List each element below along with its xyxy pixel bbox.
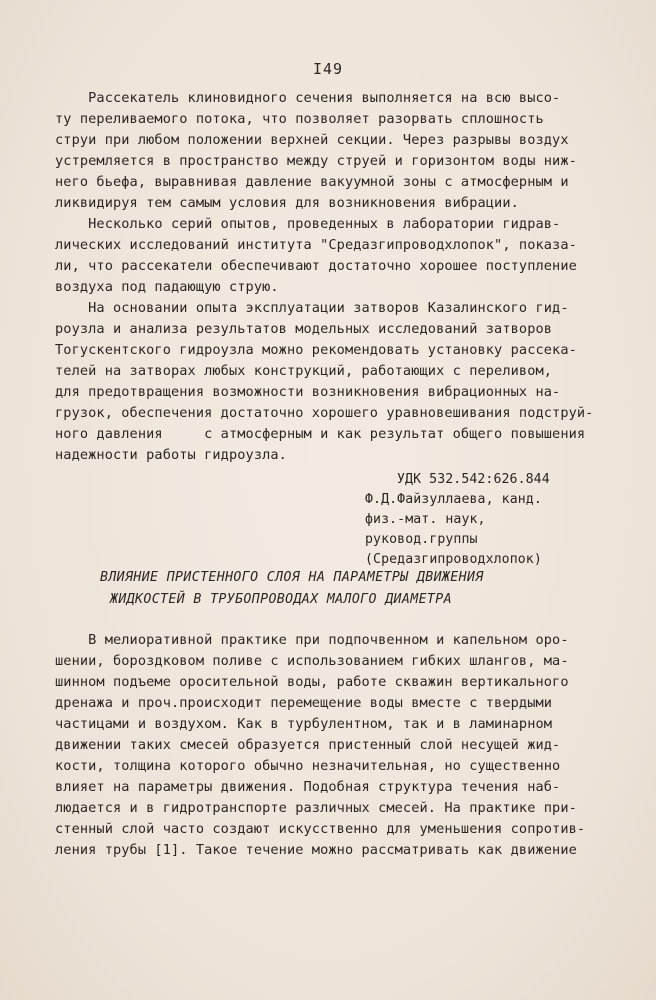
author-block bbox=[365, 470, 625, 570]
text-line: ликвидируя тем самым условия для возникновения вибрации. bbox=[55, 195, 519, 211]
author-name: Ф.Д.Файзуллаева, канд. bbox=[365, 492, 542, 507]
text-line: надежности работы гидроузла. bbox=[55, 447, 287, 463]
author-position: руковод.группы bbox=[365, 532, 478, 547]
text-line: В мелиоративной практике при подпочвенном и капельном оро- bbox=[55, 632, 569, 648]
page-number: I49 bbox=[312, 60, 344, 78]
text-line: ту переливаемого потока, что позволяет разорвать сплошность bbox=[55, 111, 544, 127]
text-line: Тогускентского гидроузла можно рекомендовать установку рассека- bbox=[55, 342, 577, 358]
author-institution: (Средазгипроводхлопок) bbox=[365, 552, 542, 567]
text-line: лических исследований института "Средазгипроводхлопок", показа- bbox=[55, 237, 577, 253]
text-line: частицами и воздухом. Как в турбулентном, так и в ламинарном bbox=[55, 716, 553, 732]
text-line: ного давления с атмосферным и как результат общего повышения bbox=[55, 426, 586, 442]
author-degree: физ.-мат. наук, bbox=[365, 512, 486, 527]
text-line: На основании опыта эксплуатации затворов Казалинского гид- bbox=[55, 300, 569, 316]
text-line: шении, бороздковом поливе с использованием гибких шлангов, ма- bbox=[55, 653, 569, 669]
title-line-1: ВЛИЯНИЕ ПРИСТЕННОГО СЛОЯ НА ПАРАМЕТРЫ ДВИЖЕНИЯ bbox=[100, 570, 484, 585]
text-line: него бьефа, выравнивая давление вакуумной зоны с атмосферным и bbox=[55, 174, 569, 190]
text-line: Рассекатель клиновидного сечения выполняется на всю высо- bbox=[55, 90, 561, 106]
text-line: воздуха под падающую струю. bbox=[55, 279, 279, 295]
text-line: роузла и анализа результатов модельных исследований затворов bbox=[55, 321, 553, 337]
text-line: движении таких смесей образуется пристенный слой несущей жид- bbox=[55, 737, 561, 753]
article-title bbox=[100, 567, 560, 611]
udk-code: УДК 532.542:626.844 bbox=[397, 472, 550, 487]
text-line: кости, толщина которого обычно незначительная, но существенно bbox=[55, 758, 561, 774]
body-text-top bbox=[55, 88, 594, 466]
text-line: влияет на параметры движения. Подобная структура течения наб- bbox=[55, 779, 561, 795]
text-line: шинном подъеме оросительной воды, работе скважин вертикального bbox=[55, 674, 569, 690]
text-line: телей на затворах любых конструкций, работающих с переливом, bbox=[55, 363, 553, 379]
title-line-2: ЖИДКОСТЕЙ В ТРУБОПРОВОДАХ МАЛОГО ДИАМЕТРА bbox=[110, 592, 452, 607]
text-line: ления трубы [1]. Такое течение можно рассматривать как движение bbox=[55, 842, 577, 858]
text-line: дренажа и проч.происходит перемещение воды вместе с твердыми bbox=[55, 695, 553, 711]
text-line: грузок, обеспечения достаточно хорошего уравновешивания подструй- bbox=[55, 405, 594, 421]
text-line: людается и в гидротранспорте различных смесей. На практике при- bbox=[55, 800, 577, 816]
text-line: ли, что рассекатели обеспечивают достаточно хорошее поступление bbox=[55, 258, 577, 274]
text-line: стенный слой часто создают искусственно для уменьшения сопротив- bbox=[55, 821, 586, 837]
text-line: Несколько серий опытов, проведенных в лаборатории гидрав- bbox=[55, 216, 561, 232]
text-line: струи при любом положении верхней секции. Через разрывы воздух bbox=[55, 132, 569, 148]
text-line: для предотвращения возможности возникновения вибрационных на- bbox=[55, 384, 561, 400]
body-text-bottom bbox=[55, 630, 586, 861]
text-line: устремляется в пространство между струей и горизонтом воды ниж- bbox=[55, 153, 577, 169]
